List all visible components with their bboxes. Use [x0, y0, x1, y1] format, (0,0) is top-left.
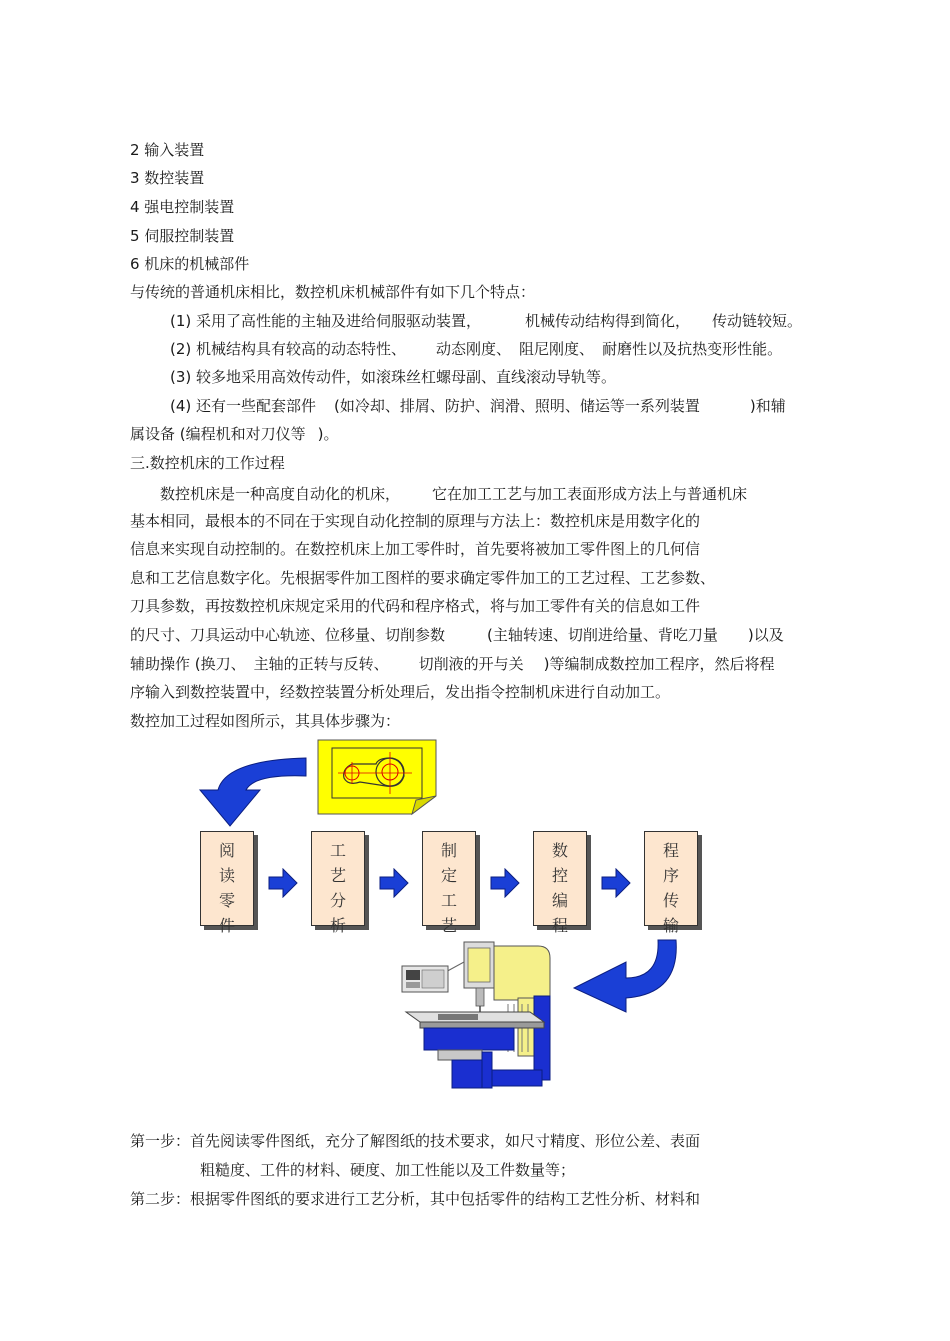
flow-char: 程	[551, 916, 568, 935]
step-1-line-2: 粗糙度、工件的材料、硬度、加工性能以及工件数量等；	[200, 1161, 576, 1179]
flow-box-nc-programming	[533, 831, 587, 935]
para-line-5: 刀具参数，再按数控机床规定采用的代码和程序格式，将与加工零件有关的信息如工件	[130, 597, 701, 615]
arrow-right-icon	[268, 868, 298, 898]
flow-char: 分	[329, 891, 346, 910]
feature-4-part-c: )和辅	[749, 397, 786, 415]
flow-char: 阅	[218, 841, 235, 860]
flow-box-read-part	[200, 831, 254, 935]
feature-2-part-b: 动态刚度、	[436, 340, 512, 358]
flow-char: 零	[218, 891, 235, 910]
step-1-line-1: 第一步：首先阅读零件图纸，充分了解图纸的技术要求，如尺寸精度、形位公差、表面	[130, 1132, 701, 1150]
para-line-6-a: 的尺寸、刀具运动中心轨迹、位移量、切削参数	[130, 626, 446, 644]
curved-arrow-left-icon	[570, 938, 680, 1014]
feature-4-part-a: (4) 还有一些配套部件	[170, 397, 317, 415]
flow-char: 读	[218, 866, 235, 885]
para-line-2: 基本相同，最根本的不同在于实现自动化控制的原理与方法上：数控机床是用数字化的	[130, 512, 701, 530]
flow-box-program-transfer	[644, 831, 698, 935]
part-drawing-figure	[316, 738, 438, 816]
flow-box-process-analysis	[311, 831, 365, 935]
flow-char: 工	[329, 841, 346, 860]
feature-1	[170, 311, 802, 331]
para-line-6	[130, 625, 784, 645]
feature-4b-part-b: )。	[317, 425, 339, 443]
para-line-7-c: 切削液的开与关	[418, 655, 524, 673]
para-line-7-a: 辅助操作 (换刀、	[130, 655, 246, 673]
list-item-power-control: 4 强电控制装置	[130, 198, 235, 216]
flow-char: 数	[551, 841, 568, 860]
figure-intro: 数控加工过程如图所示，其具体步骤为：	[130, 712, 401, 730]
step-2-line-1: 第二步：根据零件图纸的要求进行工艺分析，其中包括零件的结构工艺性分析、材料和	[130, 1190, 701, 1208]
feature-4-continued	[130, 424, 338, 444]
flow-char: 件	[218, 916, 235, 935]
feature-2-part-c: 阻尼刚度、	[519, 340, 595, 358]
flow-char: 程	[662, 841, 679, 860]
para-line-3: 信息来实现自动控制的。在数控机床上加工零件时，首先要将被加工零件图上的几何信	[130, 540, 701, 558]
arrow-right-icon	[601, 868, 631, 898]
flow-char: 工	[440, 891, 457, 910]
feature-4	[170, 396, 786, 416]
para-line-7	[130, 654, 775, 674]
flow-char: 艺	[440, 916, 457, 935]
para-line-6-c: )以及	[747, 626, 784, 644]
section-title: 三.数控机床的工作过程	[130, 454, 285, 472]
curved-arrow-down-icon	[196, 754, 308, 828]
feature-1-part-c: 传动链较短。	[712, 312, 803, 330]
arrow-right-icon	[490, 868, 520, 898]
feature-2-part-d: 耐磨性以及抗热变形性能。	[602, 340, 783, 358]
feature-2-part-a: (2) 机械结构具有较高的动态特性、	[170, 340, 407, 358]
flow-char: 析	[329, 916, 346, 935]
flow-char: 制	[440, 841, 457, 860]
para-line-8: 序输入到数控装置中，经数控装置分析处理后，发出指令控制机床进行自动加工。	[130, 683, 671, 701]
feature-4b-part-a: 属设备 (编程机和对刀仪等	[130, 425, 306, 443]
feature-4-part-b: (如冷却、排屑、防护、润滑、照明、储运等一系列装置	[334, 397, 700, 415]
para-line-1-a: 数控机床是一种高度自动化的机床，	[160, 485, 401, 503]
intro-text: 与传统的普通机床相比，数控机床机械部件有如下几个特点：	[130, 283, 536, 301]
para-line-4: 息和工艺信息数字化。先根据零件加工图样的要求确定零件加工的工艺过程、工艺参数、	[130, 569, 716, 587]
flow-char: 输	[662, 916, 679, 935]
para-line-7-b: 主轴的正转与反转、	[253, 655, 389, 673]
para-line-6-b: (主轴转速、切削进给量、背吃刀量	[487, 626, 718, 644]
flow-char: 控	[551, 866, 568, 885]
flow-char: 艺	[329, 866, 346, 885]
flow-char: 定	[440, 866, 457, 885]
para-line-1	[160, 484, 747, 504]
feature-1-part-b: 机械传动结构得到简化，	[525, 312, 691, 330]
flow-box-make-process	[422, 831, 476, 935]
flow-char: 传	[662, 891, 679, 910]
list-item-mechanical: 6 机床的机械部件	[130, 255, 250, 273]
flow-char: 编	[551, 891, 568, 910]
cnc-machine-illustration	[398, 940, 556, 1090]
list-item-cnc: 3 数控装置	[130, 169, 205, 187]
para-line-7-d: )等编制成数控加工程序，然后将程	[543, 655, 775, 673]
feature-1-part-a: (1) 采用了高性能的主轴及进给伺服驱动装置，	[170, 312, 482, 330]
list-item-servo: 5 伺服控制装置	[130, 227, 235, 245]
para-line-1-b: 它在加工工艺与加工表面形成方法上与普通机床	[432, 485, 748, 503]
arrow-right-icon	[379, 868, 409, 898]
list-item-input: 2 输入装置	[130, 141, 205, 159]
flow-char: 序	[662, 866, 679, 885]
feature-2	[170, 339, 782, 359]
feature-3: (3) 较多地采用高效传动件，如滚珠丝杠螺母副、直线滚动导轨等。	[170, 368, 617, 386]
